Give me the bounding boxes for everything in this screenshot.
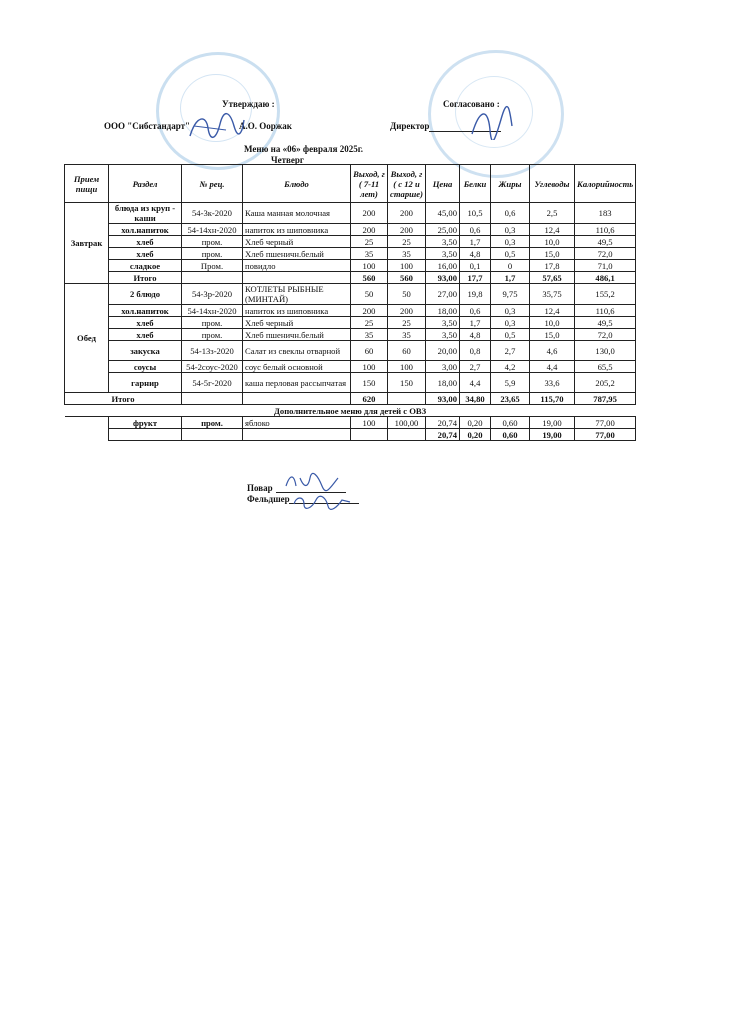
cell-kcal: 110,6 (575, 224, 636, 236)
col-header: № рец. (182, 165, 243, 203)
empty-cell (109, 429, 182, 441)
cell-o2: 100,00 (388, 417, 426, 429)
cell-fat: 0,3 (491, 224, 530, 236)
weekday: Четверг (271, 155, 304, 165)
cell-fat: 0,5 (491, 329, 530, 341)
cell-kcal: 49,5 (575, 317, 636, 329)
cell-fat: 9,75 (491, 284, 530, 305)
cell-dish: КОТЛЕТЫ РЫБНЫЕ (МИНТАЙ) (243, 284, 351, 305)
cell-dish: Хлеб пшеничн.белый (243, 329, 351, 341)
cook-signature-line (276, 492, 346, 493)
cell-carbs: 19,00 (530, 417, 575, 429)
table-header-row (65, 165, 636, 203)
cell-rec: 54-14хн-2020 (182, 305, 243, 317)
total-o1: 620 (351, 393, 388, 405)
cell-dish: соус белый основной (243, 361, 351, 373)
col-header: Калорийность (575, 165, 636, 203)
col-header: Выход, г ( с 12 и старше) (388, 165, 426, 203)
cell-price: 20,74 (426, 417, 460, 429)
cell-o2: 100 (388, 260, 426, 272)
cell-o1: 200 (351, 203, 388, 224)
director-label: Директор (390, 121, 430, 131)
cell-section: блюда из круп - каши (109, 203, 182, 224)
cell-rec: пром. (182, 317, 243, 329)
extra-menu-title-row (65, 405, 636, 417)
breakfast-total-row (65, 272, 636, 284)
cell-price: 3,50 (426, 236, 460, 248)
cell-dish: напиток из шиповника (243, 305, 351, 317)
cell-price: 45,00 (426, 203, 460, 224)
cell-price: 27,00 (426, 284, 460, 305)
cell-protein: 2,7 (460, 361, 491, 373)
cell-rec: 54-13з-2020 (182, 341, 243, 361)
cell-fat: 2,7 (491, 341, 530, 361)
empty-cell (65, 429, 109, 441)
cell-price: 3,50 (426, 248, 460, 260)
cell-protein: 1,7 (460, 317, 491, 329)
col-header: Цена (426, 165, 460, 203)
cell-section: 2 блюдо (109, 284, 182, 305)
cell-rec: пром. (182, 329, 243, 341)
cell-dish: Хлеб черный (243, 317, 351, 329)
cell-carbs: 33,6 (530, 373, 575, 393)
cell-rec: 54-3р-2020 (182, 284, 243, 305)
cell-fat: 0,60 (491, 417, 530, 429)
cell-kcal: 65,5 (575, 361, 636, 373)
cell-dish: повидло (243, 260, 351, 272)
col-header: Углеводы (530, 165, 575, 203)
cell-dish: напиток из шиповника (243, 224, 351, 236)
director-signature (466, 104, 516, 140)
table-row (65, 317, 636, 329)
menu-table (64, 164, 636, 441)
cell-price: 3,50 (426, 329, 460, 341)
cell-o2: 25 (388, 236, 426, 248)
cell-carbs: 4,4 (530, 361, 575, 373)
empty-cell (243, 272, 351, 284)
total-label: Итого (65, 393, 182, 405)
extra-total-row (65, 429, 636, 441)
cell-kcal: 155,2 (575, 284, 636, 305)
cell-section: сладкое (109, 260, 182, 272)
empty-cell (243, 393, 351, 405)
cell-protein: 10,5 (460, 203, 491, 224)
cell-section: хлеб (109, 329, 182, 341)
cell-kcal: 72,0 (575, 248, 636, 260)
cell-price: 18,00 (426, 373, 460, 393)
empty-cell (182, 393, 243, 405)
total-fat: 0,60 (491, 429, 530, 441)
cell-protein: 0,6 (460, 224, 491, 236)
table-row (65, 248, 636, 260)
table-row (65, 361, 636, 373)
approve-label: Утверждаю : (222, 99, 275, 109)
cell-o2: 100 (388, 361, 426, 373)
cell-dish: яблоко (243, 417, 351, 429)
cell-o1: 25 (351, 317, 388, 329)
cell-rec: 54-3к-2020 (182, 203, 243, 224)
cell-protein: 4,8 (460, 248, 491, 260)
cell-protein: 4,4 (460, 373, 491, 393)
cell-fat: 4,2 (491, 361, 530, 373)
cell-o2: 200 (388, 305, 426, 317)
cell-rec: 54-5г-2020 (182, 373, 243, 393)
cell-kcal: 72,0 (575, 329, 636, 341)
cell-carbs: 15,0 (530, 329, 575, 341)
cell-rec: пром. (182, 248, 243, 260)
extra-menu-title: Дополнительное меню для детей с ОВЗ (65, 405, 636, 417)
total-protein: 34,80 (460, 393, 491, 405)
total-fat: 1,7 (491, 272, 530, 284)
total-kcal: 787,95 (575, 393, 636, 405)
cell-carbs: 12,4 (530, 305, 575, 317)
table-row (65, 305, 636, 317)
cell-fat: 0 (491, 260, 530, 272)
total-o1: 560 (351, 272, 388, 284)
cell-o2: 35 (388, 248, 426, 260)
cell-kcal: 205,2 (575, 373, 636, 393)
cook-signature (282, 472, 342, 492)
cell-protein: 0,8 (460, 341, 491, 361)
cell-section: хлеб (109, 317, 182, 329)
cell-fat: 0,5 (491, 248, 530, 260)
table-row (65, 203, 636, 224)
cell-kcal: 110,6 (575, 305, 636, 317)
cell-carbs: 12,4 (530, 224, 575, 236)
table-row (65, 341, 636, 361)
total-protein: 17,7 (460, 272, 491, 284)
cell-fat: 5,9 (491, 373, 530, 393)
cell-carbs: 35,75 (530, 284, 575, 305)
cell-o1: 200 (351, 224, 388, 236)
cell-protein: 4,8 (460, 329, 491, 341)
total-price: 20,74 (426, 429, 460, 441)
total-o2: 560 (388, 272, 426, 284)
cell-price: 20,00 (426, 341, 460, 361)
cell-price: 16,00 (426, 260, 460, 272)
cell-dish: Хлеб черный (243, 236, 351, 248)
menu-title: Меню на «06» февраля 2025г. (244, 144, 364, 154)
cell-price: 3,00 (426, 361, 460, 373)
cell-carbs: 4,6 (530, 341, 575, 361)
empty-cell (243, 429, 351, 441)
cell-o1: 200 (351, 305, 388, 317)
meal-lunch: Обед (65, 284, 109, 393)
meal-breakfast: Завтрак (65, 203, 109, 284)
cell-kcal: 130,0 (575, 341, 636, 361)
medic-label: Фельдшер (247, 494, 290, 504)
cell-section: фрукт (109, 417, 182, 429)
col-header: Блюдо (243, 165, 351, 203)
org-line: ООО "Сибстандарт" (104, 121, 191, 131)
cell-kcal: 71,0 (575, 260, 636, 272)
cell-section: закуска (109, 341, 182, 361)
cell-carbs: 2,5 (530, 203, 575, 224)
cell-fat: 0,3 (491, 236, 530, 248)
cell-dish: каша перловая рассыпчатая (243, 373, 351, 393)
col-header: Прием пищи (65, 165, 109, 203)
cell-price: 3,50 (426, 317, 460, 329)
empty-cell (182, 272, 243, 284)
approver-name: А.О. Ооржак (239, 121, 292, 131)
empty-cell (351, 429, 388, 441)
cell-section: соусы (109, 361, 182, 373)
cell-o1: 100 (351, 361, 388, 373)
total-kcal: 77,00 (575, 429, 636, 441)
cell-section: хлеб (109, 236, 182, 248)
lunch-total-row (65, 393, 636, 405)
cell-o1: 25 (351, 236, 388, 248)
cell-o2: 200 (388, 224, 426, 236)
cell-rec: 54-14хн-2020 (182, 224, 243, 236)
cell-protein: 0,6 (460, 305, 491, 317)
table-row (65, 329, 636, 341)
cell-rec: пром. (182, 417, 243, 429)
cell-rec: 54-2соус-2020 (182, 361, 243, 373)
cell-dish: Каша манная молочная (243, 203, 351, 224)
medic-signature (290, 494, 354, 510)
cell-fat: 0,3 (491, 317, 530, 329)
cell-o1: 35 (351, 248, 388, 260)
cell-carbs: 10,0 (530, 236, 575, 248)
cell-section: гарнир (109, 373, 182, 393)
cell-protein: 19,8 (460, 284, 491, 305)
col-header: Раздел (109, 165, 182, 203)
cell-o1: 100 (351, 260, 388, 272)
cell-o2: 50 (388, 284, 426, 305)
table-row (65, 373, 636, 393)
cell-section: хол.напиток (109, 305, 182, 317)
cell-dish: Хлеб пшеничн.белый (243, 248, 351, 260)
total-kcal: 486,1 (575, 272, 636, 284)
total-price: 93,00 (426, 393, 460, 405)
cell-protein: 0,1 (460, 260, 491, 272)
cook-label: Повар (247, 483, 273, 493)
cell-o2: 35 (388, 329, 426, 341)
cell-kcal: 183 (575, 203, 636, 224)
col-header: Выход, г ( 7-11 лет) (351, 165, 388, 203)
cell-fat: 0,6 (491, 203, 530, 224)
cell-o1: 35 (351, 329, 388, 341)
cell-carbs: 15,0 (530, 248, 575, 260)
cell-price: 25,00 (426, 224, 460, 236)
total-label: Итого (109, 272, 182, 284)
total-protein: 0,20 (460, 429, 491, 441)
cell-rec: Пром. (182, 260, 243, 272)
empty-cell (65, 417, 109, 429)
empty-cell (388, 393, 426, 405)
total-carbs: 57,65 (530, 272, 575, 284)
cell-protein: 0,20 (460, 417, 491, 429)
empty-cell (182, 429, 243, 441)
approver-signature (186, 106, 246, 146)
cell-kcal: 77,00 (575, 417, 636, 429)
cell-dish: Салат из свеклы отварной (243, 341, 351, 361)
cell-kcal: 49,5 (575, 236, 636, 248)
col-header: Белки (460, 165, 491, 203)
cell-o2: 60 (388, 341, 426, 361)
empty-cell (388, 429, 426, 441)
table-row (65, 417, 636, 429)
total-carbs: 19,00 (530, 429, 575, 441)
table-row (65, 224, 636, 236)
total-fat: 23,65 (491, 393, 530, 405)
cell-carbs: 17,8 (530, 260, 575, 272)
cell-o1: 150 (351, 373, 388, 393)
table-row (65, 260, 636, 272)
cell-o2: 150 (388, 373, 426, 393)
col-header: Жиры (491, 165, 530, 203)
cell-section: хлеб (109, 248, 182, 260)
cell-o1: 50 (351, 284, 388, 305)
agree-label: Согласовано : (443, 99, 500, 109)
cell-section: хол.напиток (109, 224, 182, 236)
cell-rec: пром. (182, 236, 243, 248)
table-row (65, 284, 636, 305)
cell-price: 18,00 (426, 305, 460, 317)
table-row (65, 236, 636, 248)
cell-o2: 200 (388, 203, 426, 224)
cell-o2: 25 (388, 317, 426, 329)
cell-fat: 0,3 (491, 305, 530, 317)
cell-o1: 60 (351, 341, 388, 361)
total-price: 93,00 (426, 272, 460, 284)
cell-o1: 100 (351, 417, 388, 429)
total-carbs: 115,70 (530, 393, 575, 405)
cell-carbs: 10,0 (530, 317, 575, 329)
cell-protein: 1,7 (460, 236, 491, 248)
